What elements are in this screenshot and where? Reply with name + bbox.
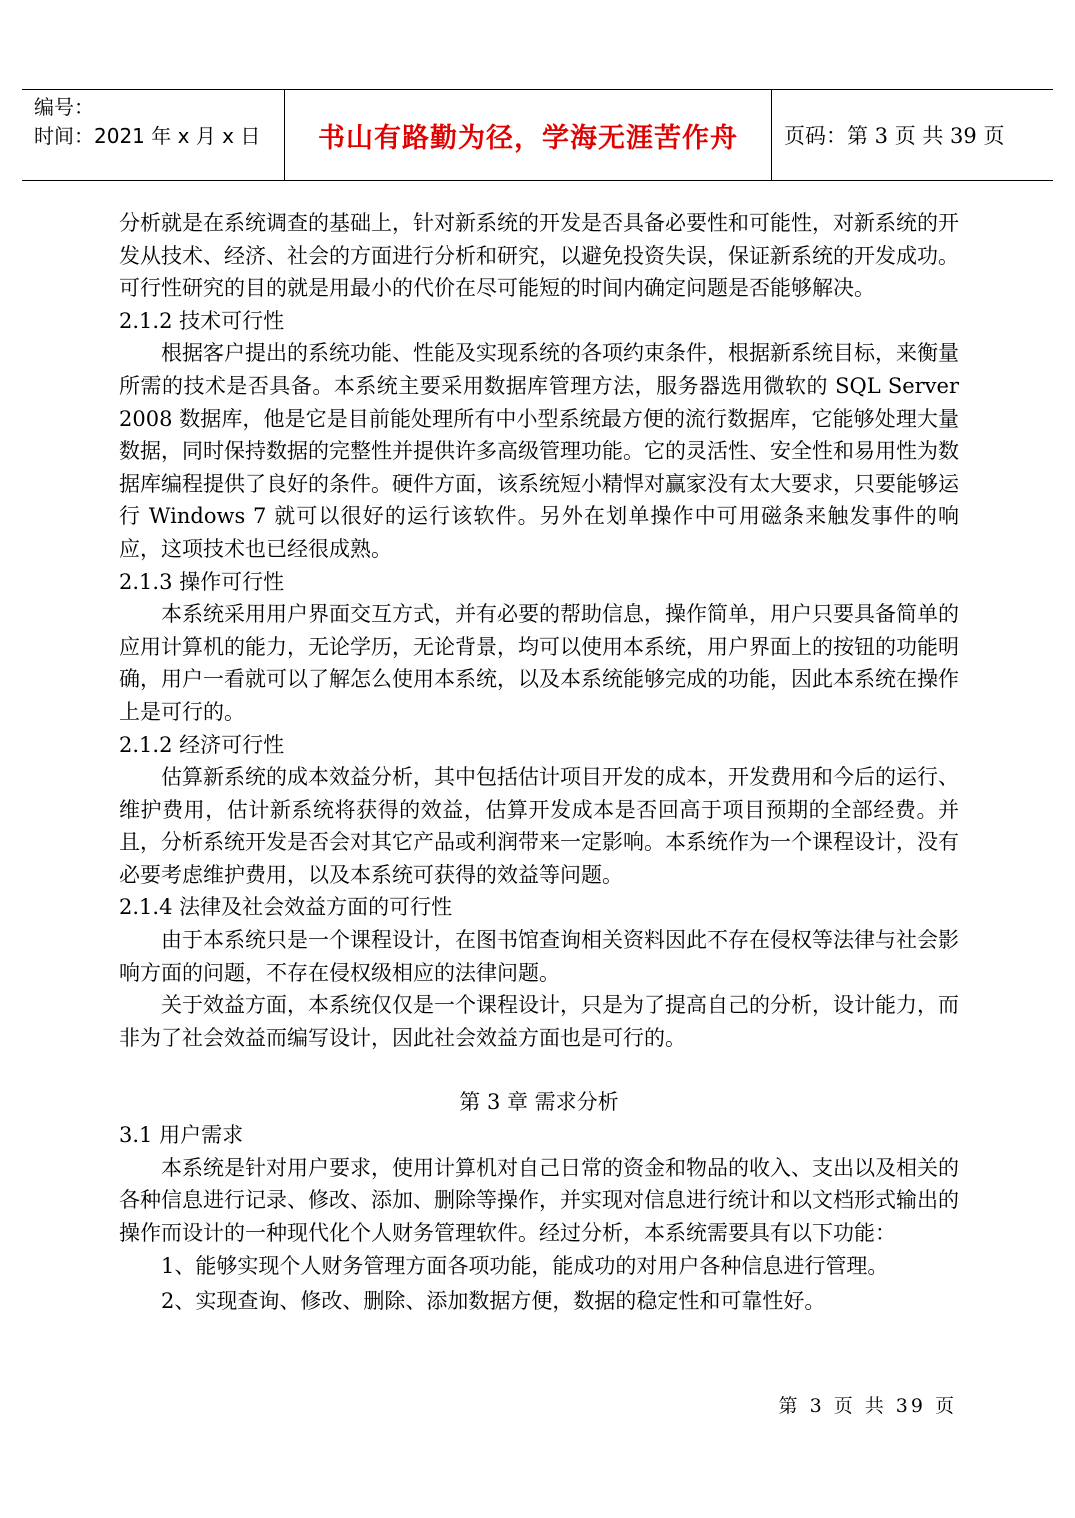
list-item: 1、能够实现个人财务管理方面各项功能，能成功的对用户各种信息进行管理。 [161,1254,889,1279]
paragraph-legal-1: 由于本系统只是一个课程设计，在图书馆查询相关资料因此不存在侵权等法律与社会影响方面的问题，不存在侵权级相应的法律问题。 [119,928,959,985]
section-heading-operational: 2.1.3 操作可行性 [119,569,285,594]
paragraph-technical: 根据客户提出的系统功能、性能及实现系统的各项约束条件，根据新系统目标，来衡量所需的技术是否具备。本系统主要采用数据库管理方法，服务器选用微软的 SQL Server 2008 数据库，他是它是目前能处理所有中小型系统最方便的流行数据库，它能够处理大量数据，同时保持数据的完整性并提供许多高级管理功能。它的灵活性、安全性和易用性为数据库编程提供了良好的条件。硬件方面，该系统短小精悍对赢家没有太大要求，只要能够运行 Windows 7 就可以很好的运行该软件。另外在划单操作中可用磁条来触发事件的响应，这项技术也已经很成熟。 [119,341,959,561]
list-item: 2、实现查询、修改、删除、添加数据方便，数据的稳定性和可靠性好。 [161,1289,826,1314]
page-header [22,89,1053,181]
paragraph-user-needs: 本系统是针对用户要求，使用计算机对自己日常的资金和物品的收入、支出以及相关的各种信息进行记录、修改、添加、删除等操作，并实现对信息进行统计和以文档形式输出的操作而设计的一种现代化个人财务管理软件。经过分析，本系统需要具有以下功能： [119,1155,959,1245]
section-heading-legal: 2.1.4 法律及社会效益方面的可行性 [119,895,453,920]
paragraph-legal-2: 关于效益方面，本系统仅仅是一个课程设计，只是为了提高自己的分析，设计能力，而非为了社会效益而编写设计，因此社会效益方面也是可行的。 [119,993,959,1050]
document-number-label: 编号： [34,95,94,119]
paragraph-operational: 本系统采用用户界面交互方式，并有必要的帮助信息，操作简单，用户只要具备简单的应用计算机的能力，无论学历，无论背景，均可以使用本系统，用户界面上的按钮的功能明确，用户一看就可以了解怎么使用本系统，以及本系统能够完成的功能，因此本系统在操作上是可行的。 [119,602,959,724]
header-page-info [772,90,1052,180]
footer-page-number: 第 3 页 共 39 页 [778,1395,957,1417]
page-info-text: 页码：第 3 页 共 39 页 [784,124,1005,148]
section-heading-user-needs: 3.1 用户需求 [119,1123,244,1148]
chapter-title: 第 3 章 需求分析 [459,1090,619,1115]
document-time: 时间：2021 年 x 月 x 日 [34,124,261,148]
paragraph-economic: 估算新系统的成本效益分析，其中包括估计项目开发的成本，开发费用和今后的运行、维护费用，估计新系统将获得的效益，估算开发成本是否回高于项目预期的全部经费。并且，分析系统开发是否会对其它产品或利润带来一定影响。本系统作为一个课程设计，没有必要考虑维护费用，以及本系统可获得的效益等问题。 [119,765,959,887]
spacer [119,1054,959,1086]
intro-paragraph: 分析就是在系统调查的基础上，针对新系统的开发是否具备必要性和可能性，对新系统的开发从技术、经济、社会的方面进行分析和研究，以避免投资失误，保证新系统的开发成功。可行性研究的目的就是用最小的代价在尽可能短的时间内确定问题是否能够解决。 [119,211,959,301]
header-motto [285,90,772,180]
page-footer [700,1391,957,1418]
header-meta [22,90,285,180]
section-heading-economic: 2.1.2 经济可行性 [119,732,285,757]
document-body [119,207,959,1319]
motto-text: 书山有路勤为径，学海无涯苦作舟 [318,122,738,154]
section-heading-technical: 2.1.2 技术可行性 [119,308,285,333]
